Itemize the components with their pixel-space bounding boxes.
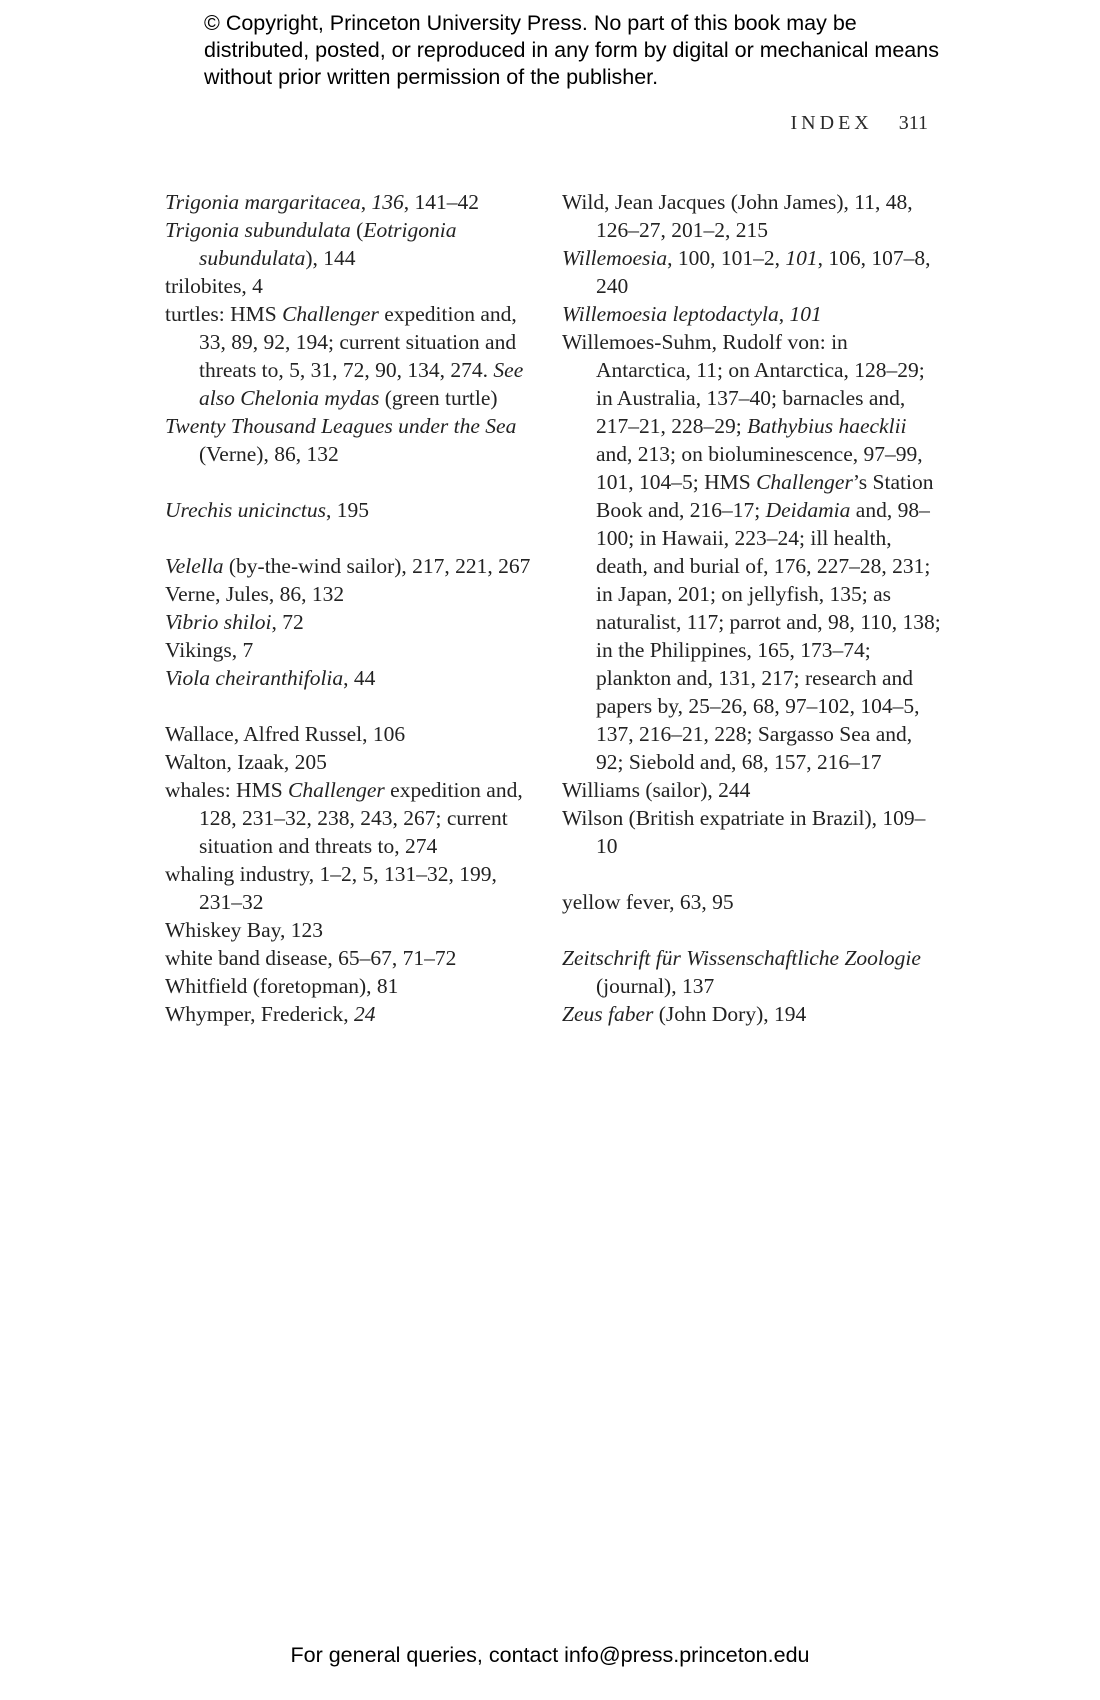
- index-entry: turtles: HMS Challenger expedition and, 33, 89, 92, 194; current situation and threats to, 5, 31, 72, 90, 134, 274. See also Chelonia mydas (green turtle): [165, 302, 524, 410]
- footer-contact: For general queries, contact info@press.princeton.edu: [290, 1643, 810, 1667]
- index-column-left: [165, 188, 535, 1028]
- group-spacer: [562, 916, 942, 944]
- index-entry: Trigonia subundulata (Eotrigonia subundulata), 144: [165, 218, 457, 270]
- index-entry: Whitfield (foretopman), 81: [165, 974, 399, 998]
- index-entry: Twenty Thousand Leagues under the Sea (Verne), 86, 132: [165, 414, 517, 466]
- index-entry: Viola cheiranthifolia, 44: [165, 666, 376, 690]
- index-entry: whales: HMS Challenger expedition and, 128, 231–32, 238, 243, 267; current situation and threats to, 274: [165, 778, 523, 858]
- index-entry: Vibrio shiloi, 72: [165, 610, 304, 634]
- page-number: 311: [898, 112, 928, 134]
- index-entry: Willemoesia, 100, 101–2, 101, 106, 107–8, 240: [562, 246, 931, 298]
- index-entry: Velella (by-the-wind sailor), 217, 221, 267: [165, 554, 531, 578]
- group-spacer: [165, 468, 535, 496]
- index-entry: Williams (sailor), 244: [562, 778, 751, 802]
- index-entry: Zeus faber (John Dory), 194: [562, 1002, 807, 1026]
- group-spacer: [165, 524, 535, 552]
- index-column-right: [562, 188, 942, 1028]
- index-entry: Whymper, Frederick, 24: [165, 1002, 376, 1026]
- index-entry: yellow fever, 63, 95: [562, 890, 734, 914]
- index-entry: Trigonia margaritacea, 136, 141–42: [165, 190, 479, 214]
- index-entry: Whiskey Bay, 123: [165, 918, 324, 942]
- index-entry: Verne, Jules, 86, 132: [165, 582, 345, 606]
- index-entry: white band disease, 65–67, 71–72: [165, 946, 457, 970]
- running-head: [791, 112, 928, 135]
- index-entry: Wild, Jean Jacques (John James), 11, 48, 126–27, 201–2, 215: [562, 190, 913, 242]
- group-spacer: [165, 692, 535, 720]
- index-entry: Urechis unicinctus, 195: [165, 498, 370, 522]
- index-entry: Zeitschrift für Wissenschaftliche Zoologie (journal), 137: [562, 946, 921, 998]
- running-head-label: INDEX: [790, 112, 873, 134]
- index-entry: Wallace, Alfred Russel, 106: [165, 722, 406, 746]
- index-entry: Walton, Izaak, 205: [165, 750, 327, 774]
- group-spacer: [562, 860, 942, 888]
- index-entry: Wilson (British expatriate in Brazil), 109–10: [562, 806, 926, 858]
- index-entry: trilobites, 4: [165, 274, 263, 298]
- index-entry: Willemoes-Suhm, Rudolf von: in Antarctica, 11; on Antarctica, 128–29; in Australia, 137–40; barnacles and, 217–21, 228–29; Bathybius haecklii and, 213; on bioluminescence, 97–99, 101, 104–5; HMS Challenger’s Station Book and, 216–17; Deidamia and, 98–100; in Hawaii, 223–24; ill health, death, and burial of, 176, 227–28, 231; in Japan, 201; on jellyfish, 135; as naturalist, 117; parrot and, 98, 110, 138; in the Philippines, 165, 173–74; plankton and, 131, 217; research and papers by, 25–26, 68, 97–102, 104–5, 137, 216–21, 228; Sargasso Sea and, 92; Siebold and, 68, 157, 216–17: [562, 330, 941, 774]
- index-entry: Vikings, 7: [165, 638, 254, 662]
- index-entry: Willemoesia leptodactyla, 101: [562, 302, 822, 326]
- copyright-notice: © Copyright, Princeton University Press. No part of this book may be distributed, posted, or reproduced in any form by digital or mechanical means without prior written permission of the publisher.: [204, 11, 939, 89]
- index-entry: whaling industry, 1–2, 5, 131–32, 199, 231–32: [165, 862, 497, 914]
